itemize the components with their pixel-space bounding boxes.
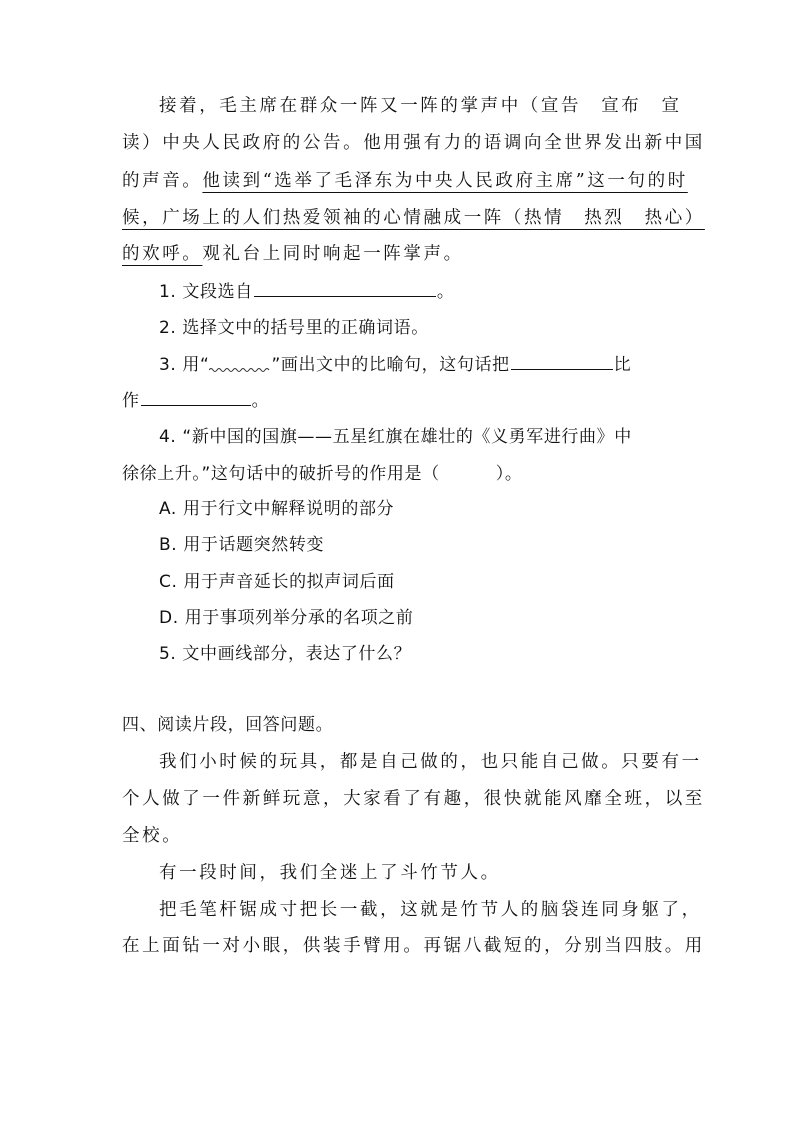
passage-text: 读）中央人民政府的公告。他用强有力的语调向全世界发出新中国 [122,133,705,153]
question-text: ”画出文中的比喻句，这句话把 [271,355,510,375]
passage-line [122,861,501,885]
question-text: 作 [122,391,140,411]
passage-text: 全校。 [122,826,183,846]
question-2 [122,316,429,340]
question-text: 比 [613,355,632,375]
passage-text: 接着，毛主席在群众一阵又一阵的掌声中（宣告 宣布 宣 [159,96,682,116]
option-b [122,533,324,557]
passage-line [122,898,702,922]
question-3 [122,353,631,377]
answer-blank[interactable] [254,280,436,297]
question-5 [122,642,411,666]
option-a [122,497,394,521]
question-text: 4. “新中国的国旗——五星红旗在雄壮的《义勇军进行曲》中 [159,427,632,447]
question-text: 3. 用“ [159,355,210,375]
section-heading [122,713,333,737]
question-text: ）。 [495,464,523,484]
heading-text: 四、阅读片段，回答问题。 [122,715,334,735]
passage-text: 观礼台上同时响起一阵掌声。 [202,244,464,264]
option-text: C. 用于声音延长的拟声词后面 [159,572,395,592]
passage-line [122,94,682,118]
question-3-cont [122,389,269,413]
question-text: 。 [251,391,270,411]
passage-text: 有一段时间，我们全迷上了斗竹节人。 [159,863,501,883]
passage-text: 我们小时候的玩具，都是自己做的，也只能自己做。只要有一 [159,752,702,772]
underlined-text: 他读到“选举了毛泽东为中央人民政府主席”这一句的时 [202,171,688,191]
question-text: 1. 文段选自 [159,282,253,302]
option-c [122,570,395,594]
option-text: B. 用于话题突然转变 [159,535,325,555]
question-4 [122,425,632,449]
question-4-cont [122,462,522,486]
question-text: 徐徐上升。”这句话中的破折号的作用是（ [122,464,440,484]
question-text: 。 [436,282,455,302]
answer-blank[interactable] [511,353,613,370]
option-d [122,606,414,630]
passage-text: 把毛笔杆锯成寸把长一截，这就是竹节人的脑袋连同身躯了， [159,900,702,920]
option-text: A. 用于行文中解释说明的部分 [159,499,395,519]
passage-line [122,750,702,774]
underlined-text: 的欢呼。 [122,244,203,264]
passage-line [122,131,705,155]
wavy-underline-icon [209,354,271,370]
option-text: D. 用于事项列举分承的名项之前 [159,608,414,628]
passage-line [122,242,464,266]
passage-text: 的声音。 [122,171,203,191]
underlined-text: 候，广场上的人们热爱领袖的心情融成一阵（热情 热烈 热心） [122,208,705,228]
question-1 [122,280,454,304]
passage-text: 在上面钻一对小眼，供装手臂用。再锯八截短的，分别当四肢。用 [122,936,705,956]
question-text: 2. 选择文中的括号里的正确词语。 [159,318,429,338]
passage-line [122,934,705,958]
answer-blank[interactable] [141,389,251,406]
question-text: 5. 文中画线部分，表达了什么？ [159,644,412,664]
passage-line [122,206,705,230]
passage-line [122,787,705,811]
passage-text: 个人做了一件新鲜玩意，大家看了有趣，很快就能风靡全班，以至 [122,789,705,809]
passage-line [122,824,182,848]
passage-line [122,169,688,193]
